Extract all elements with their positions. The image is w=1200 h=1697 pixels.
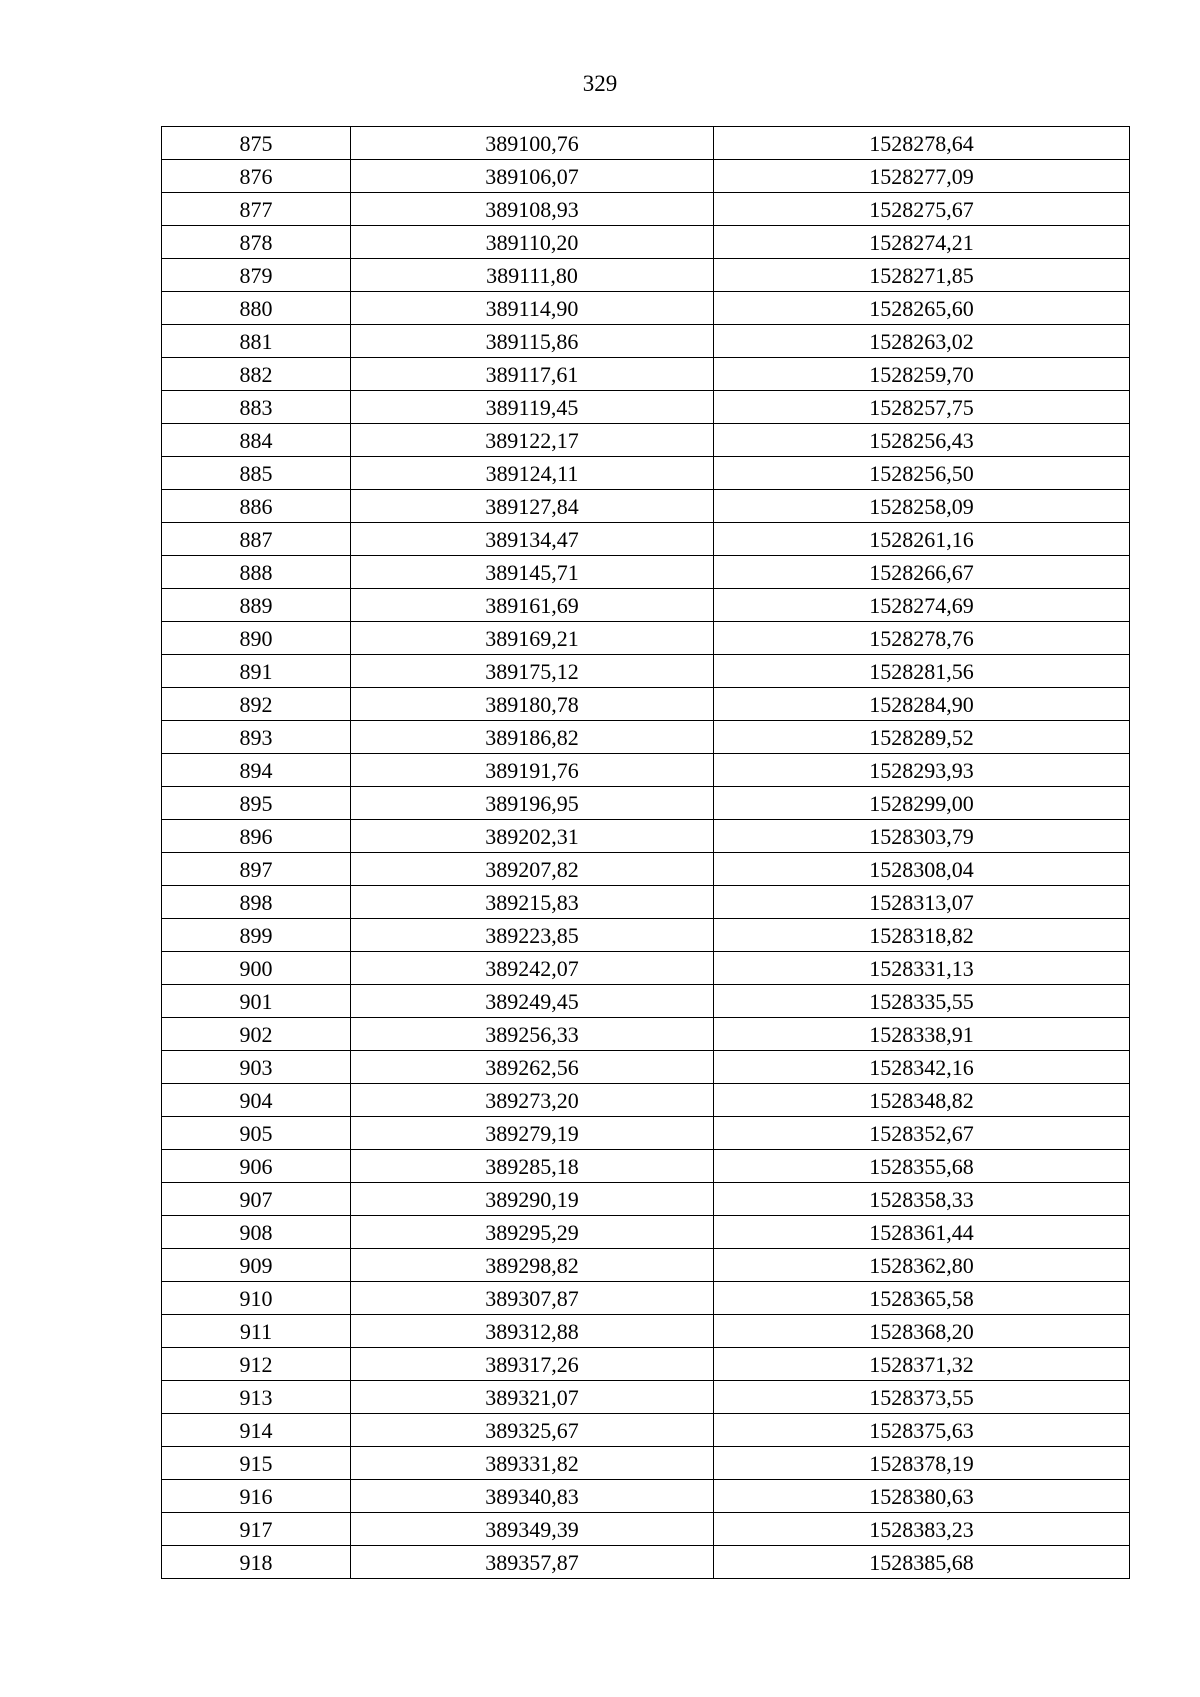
y-coordinate-cell: 1528348,82 bbox=[714, 1084, 1130, 1117]
point-number-cell: 918 bbox=[162, 1546, 351, 1579]
x-coordinate-cell: 389307,87 bbox=[351, 1282, 714, 1315]
x-coordinate-cell: 389317,26 bbox=[351, 1348, 714, 1381]
point-number-cell: 902 bbox=[162, 1018, 351, 1051]
y-coordinate-cell: 1528365,58 bbox=[714, 1282, 1130, 1315]
point-number-cell: 900 bbox=[162, 952, 351, 985]
table-row bbox=[162, 853, 1130, 886]
table-row bbox=[162, 259, 1130, 292]
x-coordinate-cell: 389127,84 bbox=[351, 490, 714, 523]
y-coordinate-cell: 1528299,00 bbox=[714, 787, 1130, 820]
x-coordinate-cell: 389298,82 bbox=[351, 1249, 714, 1282]
point-number-cell: 897 bbox=[162, 853, 351, 886]
y-coordinate-cell: 1528371,32 bbox=[714, 1348, 1130, 1381]
y-coordinate-cell: 1528318,82 bbox=[714, 919, 1130, 952]
y-coordinate-cell: 1528289,52 bbox=[714, 721, 1130, 754]
y-coordinate-cell: 1528313,07 bbox=[714, 886, 1130, 919]
y-coordinate-cell: 1528258,09 bbox=[714, 490, 1130, 523]
x-coordinate-cell: 389145,71 bbox=[351, 556, 714, 589]
y-coordinate-cell: 1528274,69 bbox=[714, 589, 1130, 622]
table-row bbox=[162, 556, 1130, 589]
x-coordinate-cell: 389207,82 bbox=[351, 853, 714, 886]
y-coordinate-cell: 1528263,02 bbox=[714, 325, 1130, 358]
point-number-cell: 909 bbox=[162, 1249, 351, 1282]
table-row bbox=[162, 655, 1130, 688]
x-coordinate-cell: 389191,76 bbox=[351, 754, 714, 787]
y-coordinate-cell: 1528275,67 bbox=[714, 193, 1130, 226]
y-coordinate-cell: 1528361,44 bbox=[714, 1216, 1130, 1249]
y-coordinate-cell: 1528271,85 bbox=[714, 259, 1130, 292]
point-number-cell: 876 bbox=[162, 160, 351, 193]
point-number-cell: 882 bbox=[162, 358, 351, 391]
table-row bbox=[162, 1117, 1130, 1150]
point-number-cell: 894 bbox=[162, 754, 351, 787]
y-coordinate-cell: 1528335,55 bbox=[714, 985, 1130, 1018]
table-row bbox=[162, 358, 1130, 391]
x-coordinate-cell: 389256,33 bbox=[351, 1018, 714, 1051]
table-row bbox=[162, 424, 1130, 457]
table-row bbox=[162, 1282, 1130, 1315]
table-row bbox=[162, 391, 1130, 424]
x-coordinate-cell: 389161,69 bbox=[351, 589, 714, 622]
x-coordinate-cell: 389312,88 bbox=[351, 1315, 714, 1348]
table-row bbox=[162, 292, 1130, 325]
point-number-cell: 887 bbox=[162, 523, 351, 556]
x-coordinate-cell: 389115,86 bbox=[351, 325, 714, 358]
point-number-cell: 904 bbox=[162, 1084, 351, 1117]
table-row bbox=[162, 1480, 1130, 1513]
table-row bbox=[162, 820, 1130, 853]
y-coordinate-cell: 1528355,68 bbox=[714, 1150, 1130, 1183]
point-number-cell: 881 bbox=[162, 325, 351, 358]
x-coordinate-cell: 389186,82 bbox=[351, 721, 714, 754]
table-row bbox=[162, 721, 1130, 754]
x-coordinate-cell: 389249,45 bbox=[351, 985, 714, 1018]
table-row bbox=[162, 787, 1130, 820]
point-number-cell: 890 bbox=[162, 622, 351, 655]
point-number-cell: 907 bbox=[162, 1183, 351, 1216]
x-coordinate-cell: 389119,45 bbox=[351, 391, 714, 424]
point-number-cell: 906 bbox=[162, 1150, 351, 1183]
table-row bbox=[162, 325, 1130, 358]
x-coordinate-cell: 389262,56 bbox=[351, 1051, 714, 1084]
point-number-cell: 875 bbox=[162, 127, 351, 160]
x-coordinate-cell: 389321,07 bbox=[351, 1381, 714, 1414]
table-row bbox=[162, 160, 1130, 193]
table-row bbox=[162, 952, 1130, 985]
x-coordinate-cell: 389340,83 bbox=[351, 1480, 714, 1513]
table-row bbox=[162, 1315, 1130, 1348]
y-coordinate-cell: 1528259,70 bbox=[714, 358, 1130, 391]
x-coordinate-cell: 389114,90 bbox=[351, 292, 714, 325]
point-number-cell: 899 bbox=[162, 919, 351, 952]
x-coordinate-cell: 389122,17 bbox=[351, 424, 714, 457]
point-number-cell: 911 bbox=[162, 1315, 351, 1348]
table-row bbox=[162, 919, 1130, 952]
point-number-cell: 891 bbox=[162, 655, 351, 688]
y-coordinate-cell: 1528274,21 bbox=[714, 226, 1130, 259]
table-row bbox=[162, 886, 1130, 919]
point-number-cell: 896 bbox=[162, 820, 351, 853]
table-row bbox=[162, 1150, 1130, 1183]
x-coordinate-cell: 389285,18 bbox=[351, 1150, 714, 1183]
x-coordinate-cell: 389295,29 bbox=[351, 1216, 714, 1249]
y-coordinate-cell: 1528375,63 bbox=[714, 1414, 1130, 1447]
y-coordinate-cell: 1528293,93 bbox=[714, 754, 1130, 787]
point-number-cell: 901 bbox=[162, 985, 351, 1018]
x-coordinate-cell: 389223,85 bbox=[351, 919, 714, 952]
table-row bbox=[162, 1348, 1130, 1381]
x-coordinate-cell: 389111,80 bbox=[351, 259, 714, 292]
point-number-cell: 917 bbox=[162, 1513, 351, 1546]
table-row bbox=[162, 1018, 1130, 1051]
point-number-cell: 903 bbox=[162, 1051, 351, 1084]
x-coordinate-cell: 389180,78 bbox=[351, 688, 714, 721]
x-coordinate-cell: 389108,93 bbox=[351, 193, 714, 226]
point-number-cell: 889 bbox=[162, 589, 351, 622]
table-row bbox=[162, 1249, 1130, 1282]
point-number-cell: 880 bbox=[162, 292, 351, 325]
point-number-cell: 877 bbox=[162, 193, 351, 226]
table-row bbox=[162, 1447, 1130, 1480]
table-row bbox=[162, 589, 1130, 622]
table-row bbox=[162, 754, 1130, 787]
point-number-cell: 878 bbox=[162, 226, 351, 259]
y-coordinate-cell: 1528257,75 bbox=[714, 391, 1130, 424]
point-number-cell: 916 bbox=[162, 1480, 351, 1513]
y-coordinate-cell: 1528265,60 bbox=[714, 292, 1130, 325]
x-coordinate-cell: 389273,20 bbox=[351, 1084, 714, 1117]
y-coordinate-cell: 1528342,16 bbox=[714, 1051, 1130, 1084]
x-coordinate-cell: 389349,39 bbox=[351, 1513, 714, 1546]
y-coordinate-cell: 1528266,67 bbox=[714, 556, 1130, 589]
x-coordinate-cell: 389242,07 bbox=[351, 952, 714, 985]
y-coordinate-cell: 1528362,80 bbox=[714, 1249, 1130, 1282]
y-coordinate-cell: 1528383,23 bbox=[714, 1513, 1130, 1546]
point-number-cell: 910 bbox=[162, 1282, 351, 1315]
table-row bbox=[162, 1183, 1130, 1216]
point-number-cell: 883 bbox=[162, 391, 351, 424]
point-number-cell: 908 bbox=[162, 1216, 351, 1249]
table-row bbox=[162, 1513, 1130, 1546]
point-number-cell: 913 bbox=[162, 1381, 351, 1414]
y-coordinate-cell: 1528338,91 bbox=[714, 1018, 1130, 1051]
x-coordinate-cell: 389117,61 bbox=[351, 358, 714, 391]
point-number-cell: 879 bbox=[162, 259, 351, 292]
point-number-cell: 892 bbox=[162, 688, 351, 721]
point-number-cell: 886 bbox=[162, 490, 351, 523]
x-coordinate-cell: 389215,83 bbox=[351, 886, 714, 919]
point-number-cell: 895 bbox=[162, 787, 351, 820]
table-row bbox=[162, 226, 1130, 259]
table-row bbox=[162, 1414, 1130, 1447]
table-row bbox=[162, 1381, 1130, 1414]
table-row bbox=[162, 1084, 1130, 1117]
x-coordinate-cell: 389110,20 bbox=[351, 226, 714, 259]
x-coordinate-cell: 389196,95 bbox=[351, 787, 714, 820]
x-coordinate-cell: 389100,76 bbox=[351, 127, 714, 160]
x-coordinate-cell: 389202,31 bbox=[351, 820, 714, 853]
point-number-cell: 914 bbox=[162, 1414, 351, 1447]
table-row bbox=[162, 1546, 1130, 1579]
table-row bbox=[162, 1216, 1130, 1249]
y-coordinate-cell: 1528256,43 bbox=[714, 424, 1130, 457]
point-number-cell: 905 bbox=[162, 1117, 351, 1150]
y-coordinate-cell: 1528277,09 bbox=[714, 160, 1130, 193]
table-row bbox=[162, 1051, 1130, 1084]
coordinates-table bbox=[161, 126, 1130, 1579]
table-row bbox=[162, 457, 1130, 490]
point-number-cell: 884 bbox=[162, 424, 351, 457]
y-coordinate-cell: 1528368,20 bbox=[714, 1315, 1130, 1348]
point-number-cell: 893 bbox=[162, 721, 351, 754]
table-row bbox=[162, 622, 1130, 655]
table-row bbox=[162, 523, 1130, 556]
y-coordinate-cell: 1528378,19 bbox=[714, 1447, 1130, 1480]
x-coordinate-cell: 389169,21 bbox=[351, 622, 714, 655]
y-coordinate-cell: 1528261,16 bbox=[714, 523, 1130, 556]
table-row bbox=[162, 127, 1130, 160]
table-row bbox=[162, 193, 1130, 226]
point-number-cell: 898 bbox=[162, 886, 351, 919]
coordinates-table-body bbox=[162, 127, 1130, 1579]
table-row bbox=[162, 985, 1130, 1018]
point-number-cell: 885 bbox=[162, 457, 351, 490]
y-coordinate-cell: 1528284,90 bbox=[714, 688, 1130, 721]
y-coordinate-cell: 1528385,68 bbox=[714, 1546, 1130, 1579]
page-number: 329 bbox=[582, 71, 618, 96]
x-coordinate-cell: 389325,67 bbox=[351, 1414, 714, 1447]
x-coordinate-cell: 389279,19 bbox=[351, 1117, 714, 1150]
x-coordinate-cell: 389331,82 bbox=[351, 1447, 714, 1480]
x-coordinate-cell: 389124,11 bbox=[351, 457, 714, 490]
point-number-cell: 912 bbox=[162, 1348, 351, 1381]
y-coordinate-cell: 1528380,63 bbox=[714, 1480, 1130, 1513]
x-coordinate-cell: 389290,19 bbox=[351, 1183, 714, 1216]
y-coordinate-cell: 1528352,67 bbox=[714, 1117, 1130, 1150]
y-coordinate-cell: 1528256,50 bbox=[714, 457, 1130, 490]
table-row bbox=[162, 490, 1130, 523]
point-number-cell: 888 bbox=[162, 556, 351, 589]
y-coordinate-cell: 1528278,76 bbox=[714, 622, 1130, 655]
table-row bbox=[162, 688, 1130, 721]
y-coordinate-cell: 1528358,33 bbox=[714, 1183, 1130, 1216]
y-coordinate-cell: 1528278,64 bbox=[714, 127, 1130, 160]
y-coordinate-cell: 1528373,55 bbox=[714, 1381, 1130, 1414]
y-coordinate-cell: 1528331,13 bbox=[714, 952, 1130, 985]
y-coordinate-cell: 1528281,56 bbox=[714, 655, 1130, 688]
point-number-cell: 915 bbox=[162, 1447, 351, 1480]
x-coordinate-cell: 389134,47 bbox=[351, 523, 714, 556]
y-coordinate-cell: 1528303,79 bbox=[714, 820, 1130, 853]
x-coordinate-cell: 389175,12 bbox=[351, 655, 714, 688]
x-coordinate-cell: 389357,87 bbox=[351, 1546, 714, 1579]
x-coordinate-cell: 389106,07 bbox=[351, 160, 714, 193]
y-coordinate-cell: 1528308,04 bbox=[714, 853, 1130, 886]
